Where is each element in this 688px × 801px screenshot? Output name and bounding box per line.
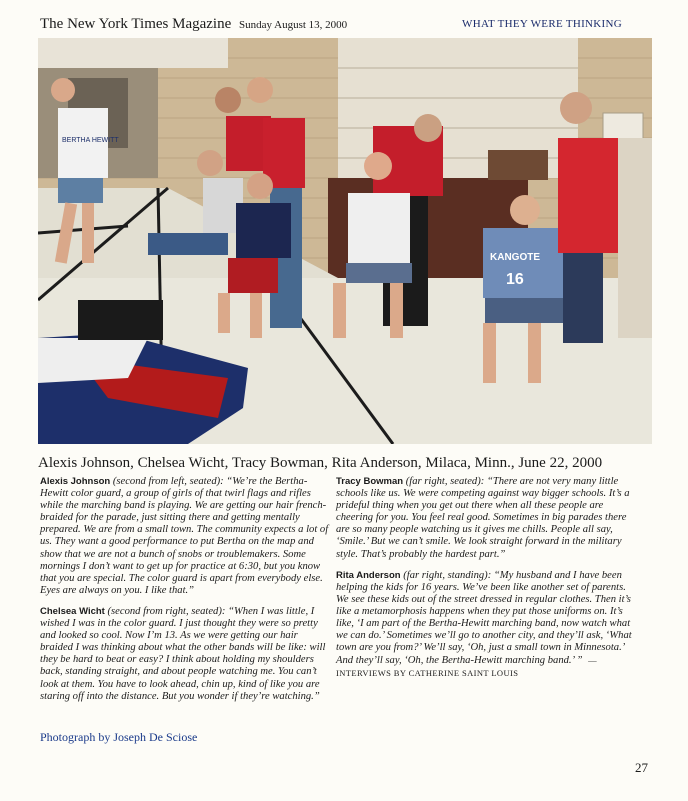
speaker-name: Alexis Johnson — [40, 476, 111, 487]
quote-chelsea — [40, 606, 330, 703]
speaker-name: Chelsea Wicht — [40, 605, 105, 617]
speaker-name: Tracy Bowman — [336, 476, 404, 487]
shirt-print-right: KANGOTE — [490, 252, 540, 263]
speaker-position: (second from left, seated): — [112, 476, 224, 487]
photo-credit: Photograph by Joseph De Sciose — [40, 730, 198, 744]
quote-tracy — [336, 476, 636, 561]
text-column-left — [40, 476, 330, 712]
quote-text: “When I was little, I wished I was in the color guard. I just thought they were so pretty and looked so cool. Now I’m 13. As we were getting our hair braided I was thinking about what the other bands will be like: will they be hard to beat or easy? I think about holding my shoulders back, standing straight, and about people watching me. You can’t look at them. You have to look ahead, chin up, kind of like you are staring off into the distance. But you wonder if they’re watching.” — [40, 605, 326, 702]
speaker-position: (second from right, seated): — [107, 605, 226, 617]
quote-rita — [336, 570, 636, 681]
page-number: 27 — [635, 760, 648, 775]
photo-caption: Alexis Johnson, Chelsea Wicht, Tracy Bowman, Rita Anderson, Milaca, Minn., June 22, 2000 — [38, 455, 603, 471]
quote-text: “My husband and I have been helping the kids for 16 years. We’ve been like another set of parents. We see these kids out of the street dressed in regular clothes. Then it’s like a metamorphosis happens when they put those uniforms on. It’s like, ‘I am part of the Bertha-Hewitt marching band, now watch what we can do.’ Sometimes we’ll go to another city, and they’ll ask, ‘What town are you from?’ We’ll say, ‘Oh, just a small town in Minnesota.’ And they’ll say, ‘Oh, the Bertha-Hewitt marching band.’ ” — [336, 569, 632, 667]
quote-text: “We’re the Bertha-Hewitt color guard, a group of girls of that twirl flags and rifles while the marching band is playing. We are getting our hair french-braided for the parade, just sitting there and getting mentally prepared. We are from a small town. The community expects a lot of us. They want a good performance to put Bertha on the map and show that we are not a bunch of snobs or troublemakers. Some mornings I don’t want to get up for practice at 6:30, but you know that you are special. The color guard is apart from everybody else. Eyes are always on you. I like that.” — [40, 476, 329, 596]
masthead — [40, 16, 347, 33]
issue-date: Sunday August 13, 2000 — [239, 19, 348, 31]
speaker-position: (far right, standing): — [403, 569, 492, 581]
quote-text: “There are not very many little schools like us. We were competing against way bigger schools. It’s a prideful thing when you get out there when all these people are cheering for you. You feel real good. Sometimes in big parades there are so many people watching us it gives me chills. People all say, ‘Smile.’ But we can’t smile. We look straight forward in the military style. That’s probably the hardest part.” — [336, 476, 630, 560]
speaker-name: Rita Anderson — [336, 569, 401, 581]
quote-alexis — [40, 476, 330, 597]
speaker-position: (far right, seated): — [405, 476, 485, 487]
text-column-right — [336, 476, 636, 690]
magazine-title: The New York Times Magazine — [40, 16, 232, 32]
page-header — [40, 14, 622, 36]
shirt-number: 16 — [506, 271, 524, 288]
section-title: WHAT THEY WERE THINKING — [462, 18, 622, 30]
main-photograph — [38, 38, 652, 444]
interview-credit: —INTERVIEWS BY CATHERINE SAINT LOUIS — [336, 655, 598, 679]
shirt-print-left: BERTHA HEWITT — [62, 137, 119, 144]
photo-illustration — [38, 38, 652, 444]
